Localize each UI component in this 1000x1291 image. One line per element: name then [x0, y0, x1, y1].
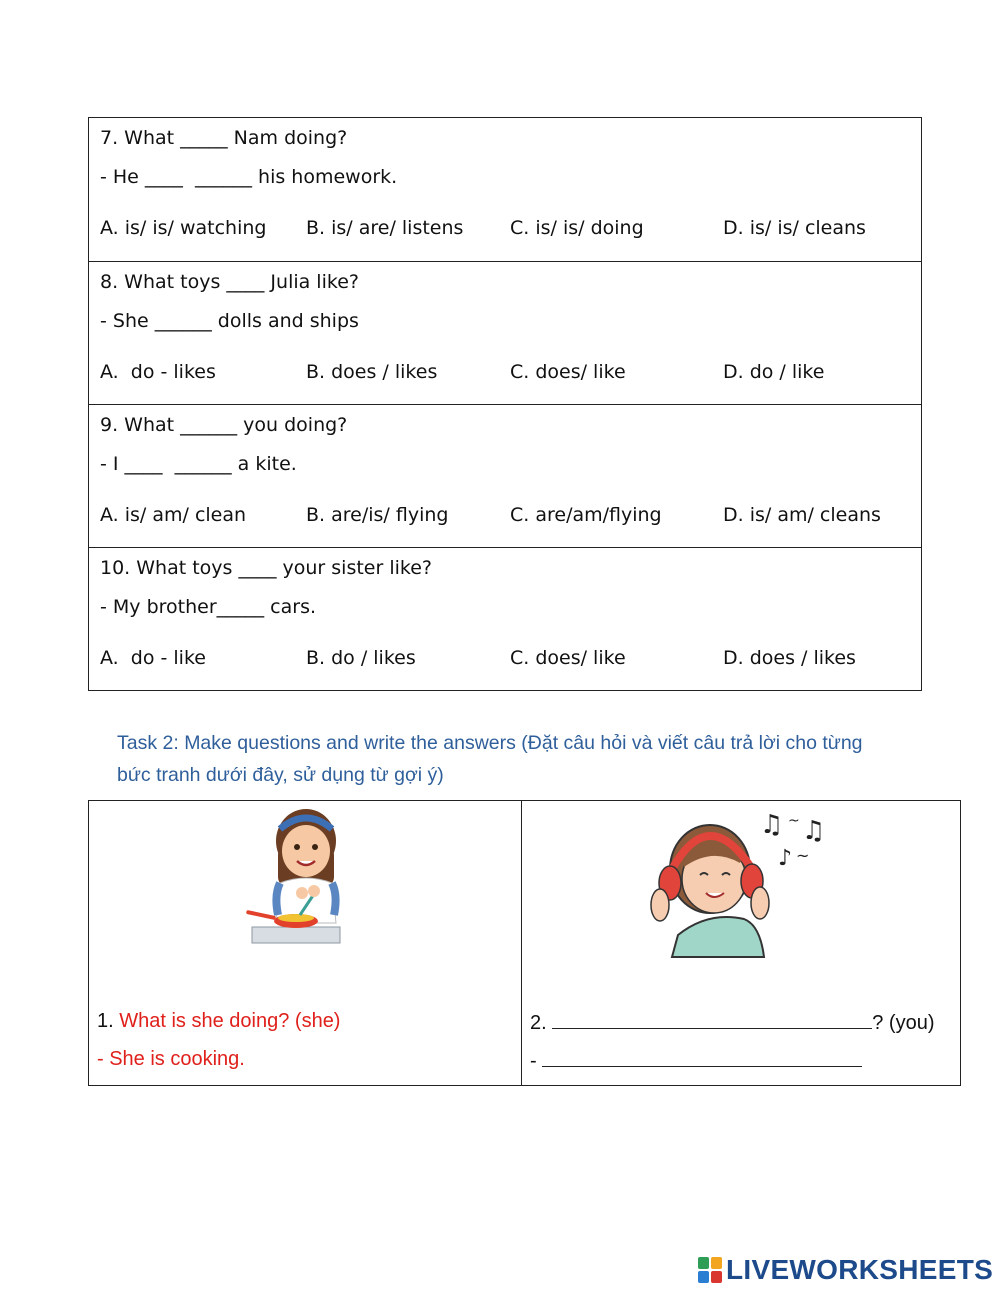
picture-1-answer: - She is cooking.	[97, 1048, 245, 1070]
option-a: A. is/ am/ clean	[100, 504, 247, 526]
question-blank[interactable]	[552, 1010, 872, 1029]
question-text: 10. What toys ____ your sister like?	[100, 557, 432, 579]
answer-line: - I ____ ______ a kite.	[100, 453, 297, 475]
svg-text:♫: ♫	[760, 810, 784, 840]
question-text: 7. What _____ Nam doing?	[100, 127, 348, 149]
answer-blank[interactable]	[542, 1048, 862, 1067]
girl-cooking-illustration	[244, 805, 364, 950]
option-d: D. do / like	[723, 361, 825, 383]
option-c: C. does/ like	[510, 361, 626, 383]
picture-2-number: 2.	[530, 1012, 547, 1034]
boy-listening-music-illustration	[648, 807, 838, 969]
option-c: C. are/am/flying	[510, 504, 662, 526]
picture-1-number: 1.	[97, 1010, 114, 1032]
svg-text:~: ~	[796, 846, 810, 865]
svg-text:~: ~	[788, 813, 800, 829]
logo-text: LIVEWORKSHEETS	[726, 1254, 994, 1285]
option-a: A. do - likes	[100, 361, 216, 383]
option-b: B. do / likes	[306, 647, 416, 669]
svg-text:♫: ♫	[802, 816, 826, 846]
question-text: 8. What toys ____ Julia like?	[100, 271, 359, 293]
option-d: D. is/ is/ cleans	[723, 217, 866, 239]
option-c: C. is/ is/ doing	[510, 217, 644, 239]
option-d: D. is/ am/ cleans	[723, 504, 881, 526]
question-row-9	[89, 404, 921, 547]
question-row-7	[89, 118, 921, 261]
option-b: B. does / likes	[306, 361, 438, 383]
svg-text:♪: ♪	[778, 846, 793, 871]
answer-line: - She ______ dolls and ships	[100, 310, 359, 332]
question-text: 9. What ______ you doing?	[100, 414, 348, 436]
picture-table	[88, 800, 961, 1086]
option-c: C. does/ like	[510, 647, 626, 669]
liveworksheets-logo-icon	[698, 1257, 722, 1283]
picture-cell-2	[522, 801, 960, 1085]
option-b: B. is/ are/ listens	[306, 217, 464, 239]
picture-2-hint: ? (you)	[872, 1012, 935, 1034]
option-a: A. is/ is/ watching	[100, 217, 267, 239]
question-table	[88, 117, 922, 691]
answer-line: - My brother_____ cars.	[100, 596, 317, 618]
question-row-8	[89, 261, 921, 404]
picture-2-answer-prefix: -	[530, 1050, 537, 1072]
option-d: D. does / likes	[723, 647, 856, 669]
picture-2-answer-line	[530, 1048, 862, 1073]
picture-1-question: What is she doing? (she)	[119, 1010, 341, 1032]
option-a: A. do - like	[100, 647, 206, 669]
question-row-10	[89, 547, 921, 690]
picture-2-question-line	[530, 1010, 935, 1035]
task2-instruction: Task 2: Make questions and write the answers (Đặt câu hỏi và viết câu trả lời cho từng bức tranh dưới đây, sử dụng từ gợi ý)	[117, 732, 863, 786]
picture-1-question-line	[97, 1010, 340, 1033]
answer-line: - He ____ ______ his homework.	[100, 166, 398, 188]
liveworksheets-logo	[698, 1255, 993, 1285]
option-b: B. are/is/ flying	[306, 504, 449, 526]
picture-cell-1	[89, 801, 522, 1085]
